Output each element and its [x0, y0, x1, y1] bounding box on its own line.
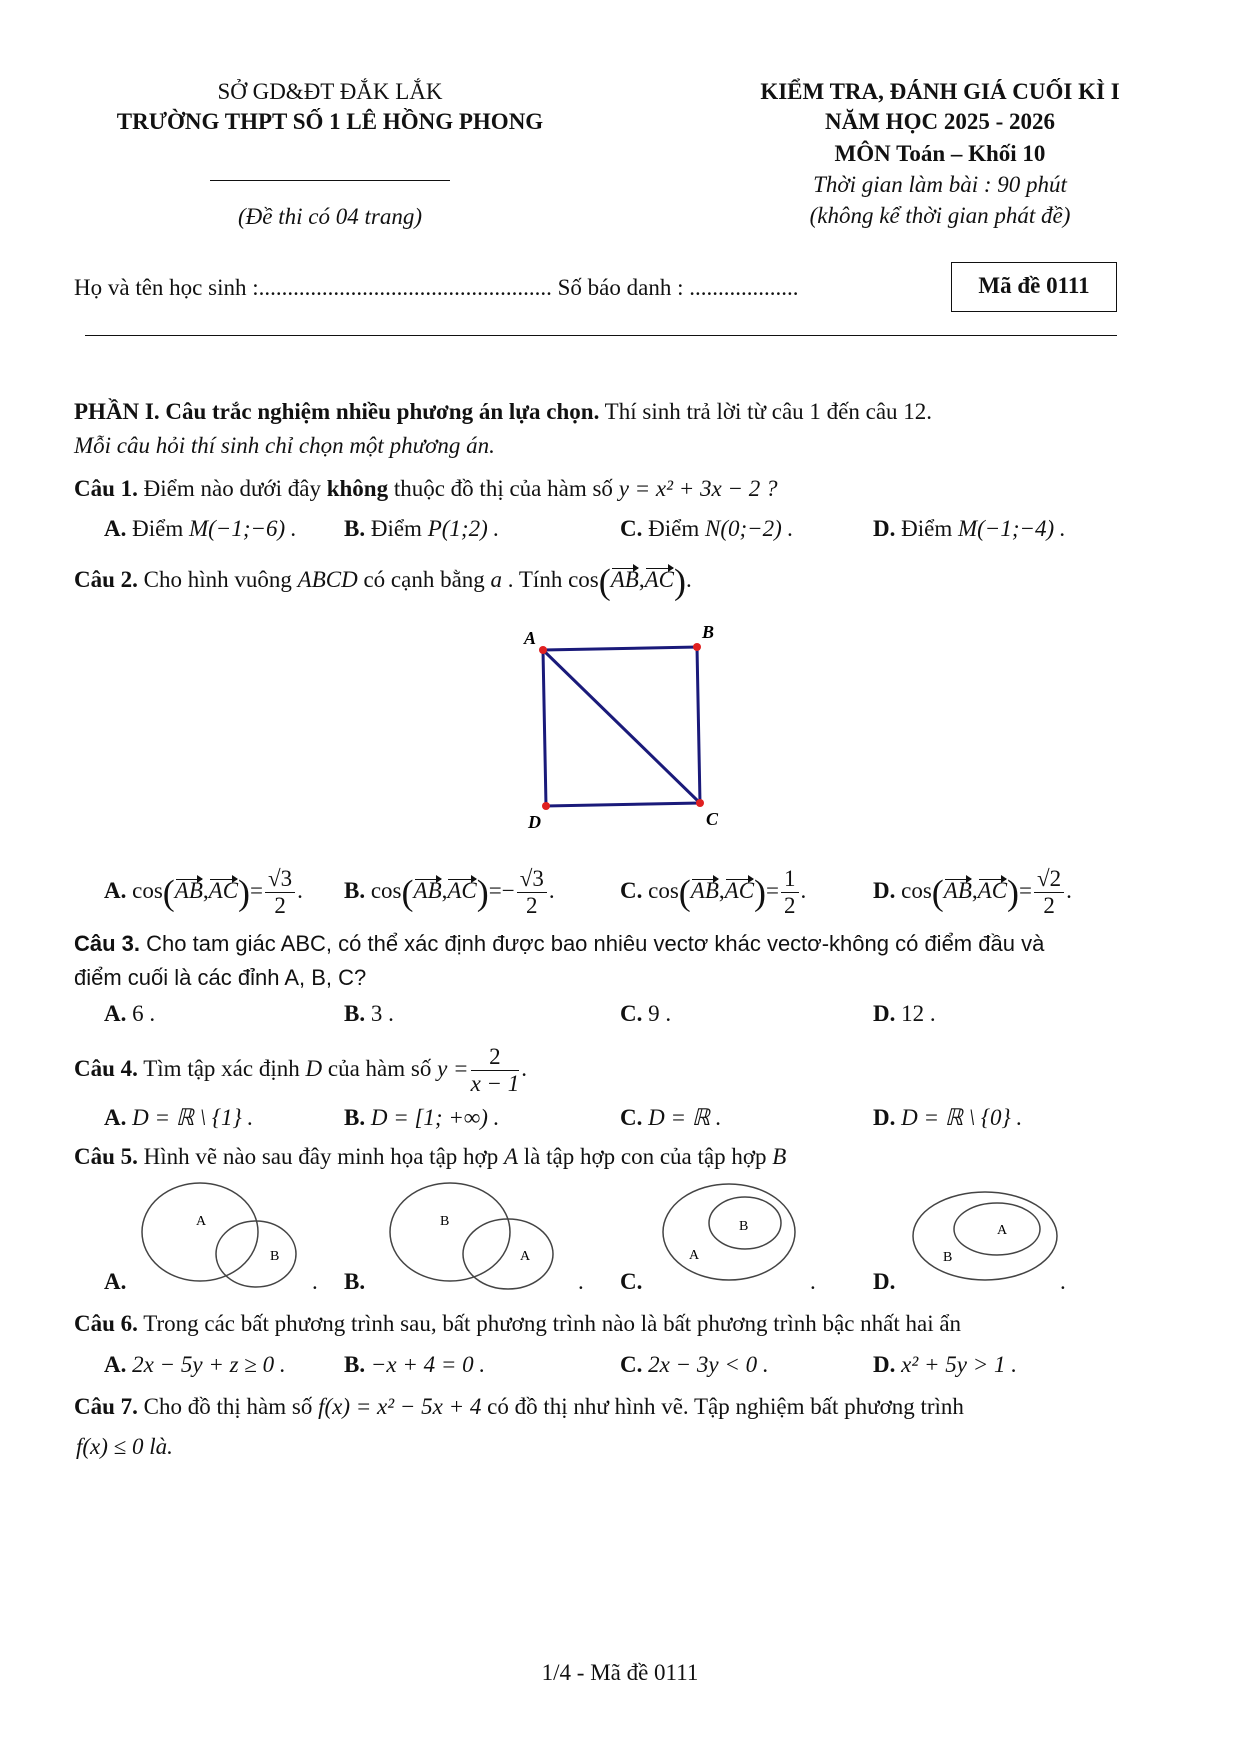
q4-stem: Câu 4. Tìm tập xác định D của hàm số y = $\frac{2}{x - 1}$ . — [74, 1044, 528, 1097]
q7-stem — [74, 1393, 964, 1421]
q3-label: Câu 3. — [74, 931, 141, 956]
option-label: A. — [104, 516, 127, 541]
option-text: x² + 5y > 1 . — [895, 1352, 1017, 1377]
option-text: −x + 4 = 0 . — [365, 1352, 486, 1377]
q7-line2: f(x) ≤ 0 là. — [76, 1434, 173, 1459]
q2-stem: Câu 2. Cho hình vuông ABCD có cạnh bằng a . Tính cos(AB,AC). — [74, 561, 692, 602]
q5-option-d[interactable] — [873, 1268, 895, 1296]
q2-option-d[interactable]: D. cos(AB,AC)= $\frac{√2}{2}$ . — [873, 866, 1072, 918]
q2-text2: có cạnh bằng — [357, 567, 491, 592]
label-c: C — [706, 809, 719, 829]
option-text: D = [1; +∞) . — [365, 1105, 500, 1130]
student-divider — [85, 335, 1117, 336]
venn-label-b: B — [440, 1214, 450, 1229]
option-den: 2 — [784, 893, 796, 918]
option-end: . — [297, 877, 303, 903]
option-label: B. — [344, 1001, 366, 1026]
q5-text2: là tập hợp con của tập hợp — [518, 1144, 773, 1169]
q1-option-c[interactable] — [620, 515, 793, 543]
option-text: Điểm — [365, 516, 428, 541]
page-footer: 1/4 - Mã đề 0111 — [541, 1660, 699, 1685]
exam-code: Mã đề 0111 — [978, 273, 1090, 298]
option-a-end: . — [312, 1269, 318, 1294]
q2-side: a — [490, 567, 503, 592]
option-sign: − — [501, 877, 515, 903]
q3-option-d[interactable] — [873, 1000, 936, 1028]
point-a — [539, 646, 547, 654]
q2-option-a[interactable]: A. cos(AB,AC)= $\frac{√3}{2}$ . — [104, 866, 303, 918]
option-text: Điểm — [126, 516, 189, 541]
option-text: D = ℝ . — [642, 1105, 722, 1130]
q4-label: Câu 4. — [74, 1056, 138, 1081]
point-b — [693, 643, 701, 651]
option-label: B. — [344, 1352, 366, 1377]
q5-set-a: A — [503, 1144, 519, 1169]
student-id-dots: ................... — [689, 275, 799, 300]
q1-option-a[interactable] — [104, 515, 297, 543]
q2-text: Cho hình vuông — [137, 567, 298, 592]
option-d-end: . — [1060, 1269, 1066, 1294]
venn-label-b: B — [943, 1250, 953, 1265]
pages-note: (Đề thi có 04 trang) — [238, 204, 422, 229]
q5-label: Câu 5. — [74, 1144, 138, 1169]
exam-title: KIỂM TRA, ĐÁNH GIÁ CUỐI KÌ I — [760, 79, 1120, 104]
option-text: 9 . — [642, 1001, 672, 1026]
option-end: . — [1066, 877, 1072, 903]
q3-option-a[interactable] — [104, 1000, 155, 1028]
label-b: B — [702, 622, 715, 642]
q7-label: Câu 7. — [74, 1394, 138, 1419]
option-label: B. — [344, 1105, 366, 1130]
option-num: √2 — [1034, 866, 1064, 893]
q5-option-b[interactable] — [344, 1268, 365, 1296]
label-a: A — [524, 628, 537, 648]
option-label: C. — [620, 1001, 643, 1026]
option-text: Điểm — [642, 516, 705, 541]
part1-title: PHẦN I. Câu trắc nghiệm nhiều phương án lựa chọn. — [74, 399, 600, 424]
q4-text: Tìm tập xác định — [137, 1056, 306, 1081]
dept-name: SỞ GD&ĐT ĐẮK LẮK — [217, 79, 443, 104]
q4-num: 2 — [471, 1044, 520, 1071]
q4-option-b[interactable] — [344, 1104, 499, 1132]
option-math: P(1;2) . — [427, 516, 500, 541]
option-num: 1 — [781, 866, 799, 893]
option-text: D = ℝ \ {1} . — [126, 1105, 254, 1130]
q4-option-a[interactable] — [104, 1104, 253, 1132]
option-end: . — [800, 877, 807, 903]
q4-text2: của hàm số — [322, 1056, 438, 1081]
header-divider — [210, 180, 450, 181]
label-d: D — [528, 812, 541, 830]
q3-option-c[interactable] — [620, 1000, 671, 1028]
q5-set-b: B — [772, 1144, 787, 1169]
exam-code-box — [951, 262, 1117, 312]
option-label: A. — [104, 1352, 127, 1377]
q1-stem — [74, 475, 778, 503]
q4-option-d[interactable] — [873, 1104, 1022, 1132]
option-end: . — [548, 877, 555, 903]
option-label: C. — [620, 1269, 643, 1294]
q3-stem-line1 — [74, 930, 1044, 958]
q1-function: y = x² + 3x − 2 ? — [618, 476, 778, 501]
venn-label-a: A — [520, 1249, 531, 1264]
school-name: TRƯỜNG THPT SỐ 1 LÊ HỒNG PHONG — [116, 109, 544, 134]
part1-note: Mỗi câu hỏi thí sinh chỉ chọn một phương án. — [74, 433, 495, 458]
q3-option-b[interactable] — [344, 1000, 394, 1028]
q7-function: f(x) = x² − 5x + 4 — [318, 1394, 482, 1419]
option-text: 2x − 3y < 0 . — [642, 1352, 769, 1377]
venn-label-b: B — [270, 1249, 280, 1264]
option-label: A. — [104, 1001, 127, 1026]
q2-option-b[interactable]: B. cos(AB,AC)=− $\frac{√3}{2}$ . — [344, 866, 555, 918]
option-label: C. — [620, 1105, 643, 1130]
option-den: 2 — [1043, 893, 1055, 918]
option-math: M(−1;−6) . — [188, 516, 297, 541]
option-num: √3 — [265, 866, 295, 893]
diagonal-ac — [543, 650, 700, 803]
option-label: D. — [873, 1352, 896, 1377]
time-limit: Thời gian làm bài : 90 phút — [813, 172, 1067, 197]
point-d — [542, 802, 550, 810]
venn-c — [655, 1180, 805, 1295]
option-text: 2x − 5y + z ≥ 0 . — [126, 1352, 286, 1377]
q6-label: Câu 6. — [74, 1311, 138, 1336]
time-note: (không kể thời gian phát đề) — [809, 203, 1071, 228]
q7-text: Cho đồ thị hàm số — [137, 1394, 319, 1419]
venn-d — [905, 1190, 1065, 1290]
part1-instruction: Thí sinh trả lời từ câu 1 đến câu 12. — [599, 399, 933, 424]
q1-label: Câu 1. — [74, 476, 138, 501]
option-num: √3 — [517, 866, 547, 893]
q2-text3: . Tính — [502, 567, 569, 592]
option-label: A. — [104, 1269, 127, 1294]
q2-shape: ABCD — [297, 567, 358, 592]
option-label: A. — [104, 1105, 127, 1130]
q1-text-b: thuộc đồ thị của hàm số — [388, 476, 619, 501]
option-text: 6 . — [126, 1001, 156, 1026]
q1-text-a: Điểm nào dưới đây — [137, 476, 327, 501]
option-label: D. — [873, 1105, 896, 1130]
venn-label-a: A — [997, 1223, 1008, 1238]
q4-lhs: y = — [437, 1056, 469, 1081]
q2-option-c[interactable]: C. cos(AB,AC)= $\frac{1}{2}$ . — [620, 866, 807, 918]
option-label: D. — [873, 877, 896, 903]
option-math: N(0;−2) . — [704, 516, 794, 541]
option-label: B. — [344, 1269, 366, 1294]
q5-stem — [74, 1143, 786, 1171]
q6-option-a[interactable] — [104, 1351, 286, 1379]
student-name-row — [74, 274, 798, 302]
q6-stem — [74, 1310, 961, 1338]
option-c-end: . — [810, 1269, 816, 1294]
venn-label-a: A — [196, 1214, 207, 1229]
q6-option-b[interactable] — [344, 1351, 485, 1379]
q2-label: Câu 2. — [74, 567, 138, 592]
part1-heading — [74, 398, 932, 426]
q6-text: Trong các bất phương trình sau, bất phương trình nào là bất phương trình bậc nhất hai ẩn — [137, 1311, 962, 1336]
q4-den: x − 1 — [470, 1071, 520, 1097]
option-label: C. — [620, 516, 643, 541]
q3-line1: Cho tam giác ABC, có thể xác định được bao nhiêu vectơ khác vectơ-không có điểm đầu và — [140, 931, 1045, 956]
option-text: 12 . — [895, 1001, 936, 1026]
option-label: A. — [104, 877, 127, 903]
option-den: 2 — [274, 893, 286, 918]
q1-option-b[interactable] — [344, 515, 499, 543]
venn-label-b: B — [739, 1219, 749, 1234]
option-label: B. — [344, 877, 366, 903]
option-label: D. — [873, 1269, 896, 1294]
q3-stem-line2: điểm cuối là các đỉnh A, B, C? — [74, 965, 367, 990]
q5-option-c[interactable] — [620, 1268, 642, 1296]
point-c — [696, 799, 704, 807]
option-text: 3 . — [365, 1001, 394, 1026]
q5-text: Hình vẽ nào sau đây minh họa tập hợp — [137, 1144, 504, 1169]
q5-option-a[interactable] — [104, 1268, 126, 1296]
student-name-label: Họ và tên học sinh : — [74, 275, 259, 300]
school-year: NĂM HỌC 2025 - 2026 — [825, 109, 1055, 134]
q7-text2: có đồ thị như hình vẽ. Tập nghiệm bất phương trình — [481, 1394, 964, 1419]
venn-a — [130, 1180, 310, 1295]
venn-b — [378, 1180, 568, 1295]
q4-var: D — [305, 1056, 323, 1081]
option-label: B. — [344, 516, 366, 541]
option-den: 2 — [526, 893, 538, 918]
option-label: C. — [620, 877, 643, 903]
q6-option-d[interactable] — [873, 1351, 1017, 1379]
option-text: D = ℝ \ {0} . — [895, 1105, 1023, 1130]
q1-text-bold: không — [326, 476, 389, 501]
student-name-dots: ................................................... — [258, 275, 552, 300]
q6-option-c[interactable] — [620, 1351, 769, 1379]
q4-option-c[interactable] — [620, 1104, 721, 1132]
subject: MÔN Toán – Khối 10 — [834, 141, 1046, 166]
student-id-label: Số báo danh : — [557, 275, 684, 300]
option-math: M(−1;−4) . — [957, 516, 1066, 541]
option-label: D. — [873, 1001, 896, 1026]
option-label: D. — [873, 516, 896, 541]
option-b-end: . — [578, 1269, 584, 1294]
q1-option-d[interactable] — [873, 515, 1066, 543]
venn-label-a: A — [689, 1248, 700, 1263]
option-text: Điểm — [895, 516, 958, 541]
square-figure — [520, 620, 730, 830]
option-label: C. — [620, 1352, 643, 1377]
